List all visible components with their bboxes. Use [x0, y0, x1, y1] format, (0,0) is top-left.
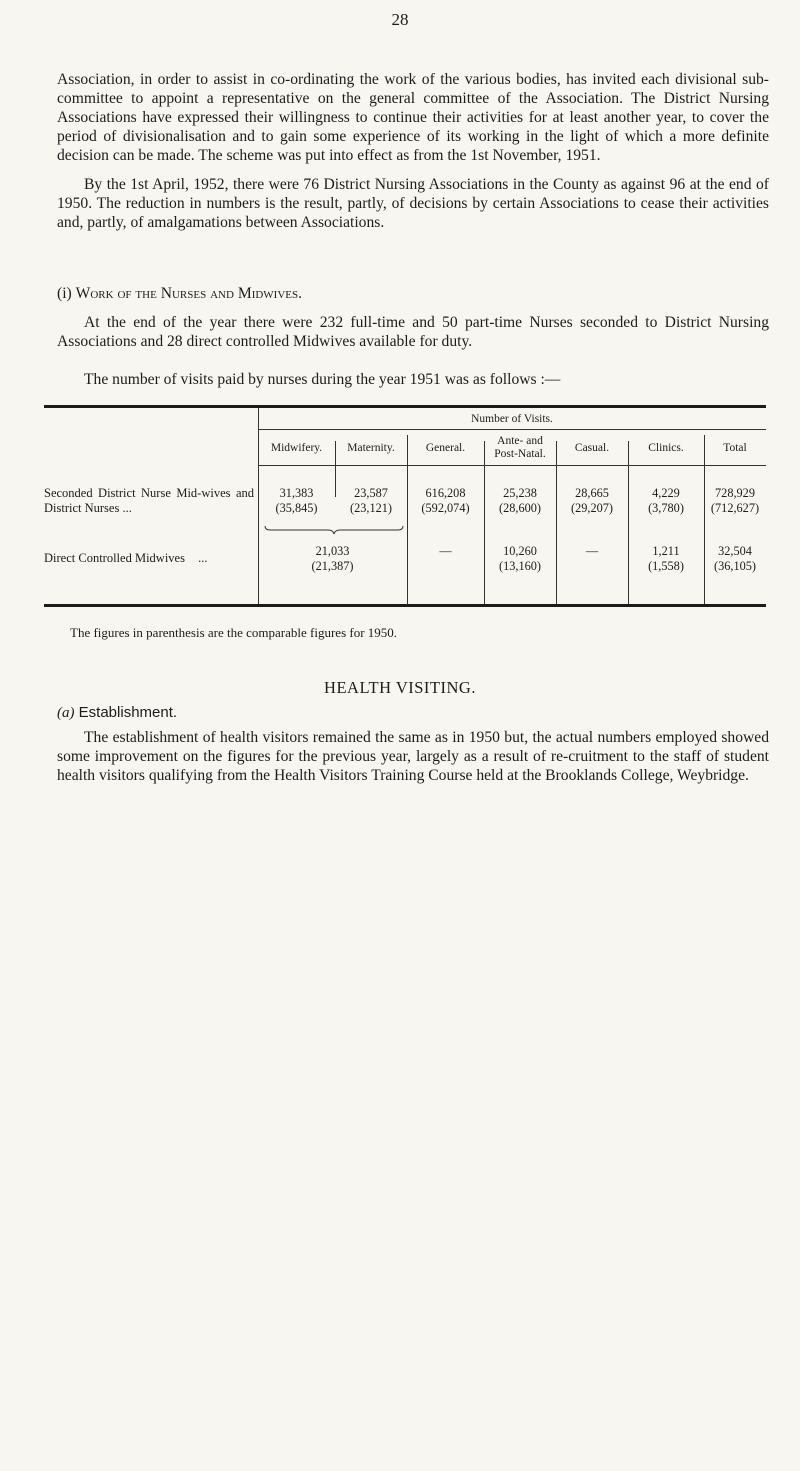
table-cell: 728,929	[715, 486, 755, 500]
table-note: The figures in parenthesis are the comparable figures for 1950.	[70, 625, 398, 640]
table-header-rule	[258, 429, 766, 430]
table-group-header: Number of Visits.	[471, 413, 553, 425]
table-vline	[407, 435, 408, 605]
row-label-dots: ...	[122, 501, 132, 515]
column-header-total: Total	[723, 442, 747, 454]
table-cell-prev: (1,558)	[648, 559, 684, 573]
column-header-ante-post-natal: Ante- and Post-Natal.	[494, 435, 546, 460]
row-label-text: Seconded District Nurse Mid-wives and District Nurses	[44, 486, 254, 515]
subheading-title: Establishment.	[78, 704, 178, 721]
table-cell-prev: (35,845)	[275, 501, 318, 515]
section-heading-nurses-midwives	[57, 284, 769, 303]
section-title: Work of the Nurses and Midwives.	[75, 285, 303, 302]
row-label-direct-midwives	[44, 551, 254, 566]
paragraph-district-nursing-count: By the 1st April, 1952, there were 76 District Nursing Associations in the County as against 96 at the end of 1950. The reduction in numbers is the result, partly, of decisions by certain Associations to cease their activities and, partly, of amalgamations between Associations.	[57, 176, 769, 231]
table-cell-prev: (36,105)	[713, 559, 756, 573]
table-cell: 25,238	[503, 486, 537, 500]
table-cell-prev: (29,207)	[570, 501, 613, 515]
page-number: 28	[391, 10, 409, 29]
paragraph-establishment: The establishment of health visitors remained the same as in 1950 but, the actual numbers employed showed some improvement on the figures for the previous year, largely as a result of re-cruitment to the staff of student health visitors qualifying from the Health Visitors Training Course held at the Brooklands College, Weybridge.	[57, 729, 769, 784]
table-cell: —	[439, 544, 452, 558]
column-header-maternity: Maternity.	[347, 442, 395, 454]
table-cell-prev: (3,780)	[648, 501, 684, 515]
table-cell-prev: (28,600)	[498, 501, 541, 515]
table-cell: 616,208	[425, 486, 466, 500]
table-cell-prev: (13,160)	[498, 559, 541, 573]
row-label-text: Direct Controlled Midwives	[44, 551, 185, 565]
row-label-dots: ...	[198, 551, 208, 565]
table-cell: 32,504	[718, 544, 752, 558]
table-bottom-rule	[44, 604, 766, 607]
health-visiting-heading: HEALTH VISITING.	[324, 678, 476, 697]
column-header-midwifery: Midwifery.	[270, 442, 323, 454]
column-header-casual: Casual.	[574, 442, 610, 454]
table-cell: 23,587	[354, 486, 388, 500]
subheading-letter: (a)	[57, 705, 75, 721]
table-cell: 21,033	[315, 544, 350, 558]
table-vline	[704, 435, 705, 604]
table-cell: 1,211	[652, 544, 680, 558]
row-label-seconded	[44, 486, 254, 516]
table-cell: 4,229	[652, 486, 680, 500]
visits-table	[44, 405, 766, 607]
paragraph-nurses-count: At the end of the year there were 232 full-time and 50 part-time Nurses seconded to District Nursing Associations and 28 direct controlled Midwives available for duty.	[57, 314, 769, 350]
column-header-general: General.	[425, 442, 466, 454]
table-cell: —	[585, 544, 599, 558]
paragraph-association: Association, in order to assist in co-ordinating the work of the various bodies, has invited each divisional sub-committee to appoint a representative on the general committee of the Association. The District Nursing Associations have expressed their willingness to continue their activities for at least another year, to cover the period of divisionalisation and to gain some experience of its working in the light of which a more definite decision can be made. The scheme was put into effect as from the 1st November, 1951.	[57, 71, 769, 164]
table-cell-prev: (592,074)	[421, 501, 470, 515]
table-cell: 10,260	[503, 544, 537, 558]
establishment-subheading	[57, 704, 177, 722]
table-cell: 28,665	[575, 486, 609, 500]
section-number: (i)	[57, 285, 72, 302]
table-cell-prev: (21,387)	[311, 559, 354, 573]
table-top-rule	[44, 405, 766, 408]
table-cell: 31,383	[279, 486, 314, 500]
column-header-clinics: Clinics.	[648, 442, 684, 454]
paragraph-visits-intro: The number of visits paid by nurses during the year 1951 was as follows :—	[84, 371, 561, 388]
table-cell-prev: (23,121)	[349, 501, 392, 515]
table-header-rule	[258, 465, 766, 466]
brace-midwifery-maternity	[264, 525, 404, 535]
table-cell-prev: (712,627)	[710, 501, 760, 515]
